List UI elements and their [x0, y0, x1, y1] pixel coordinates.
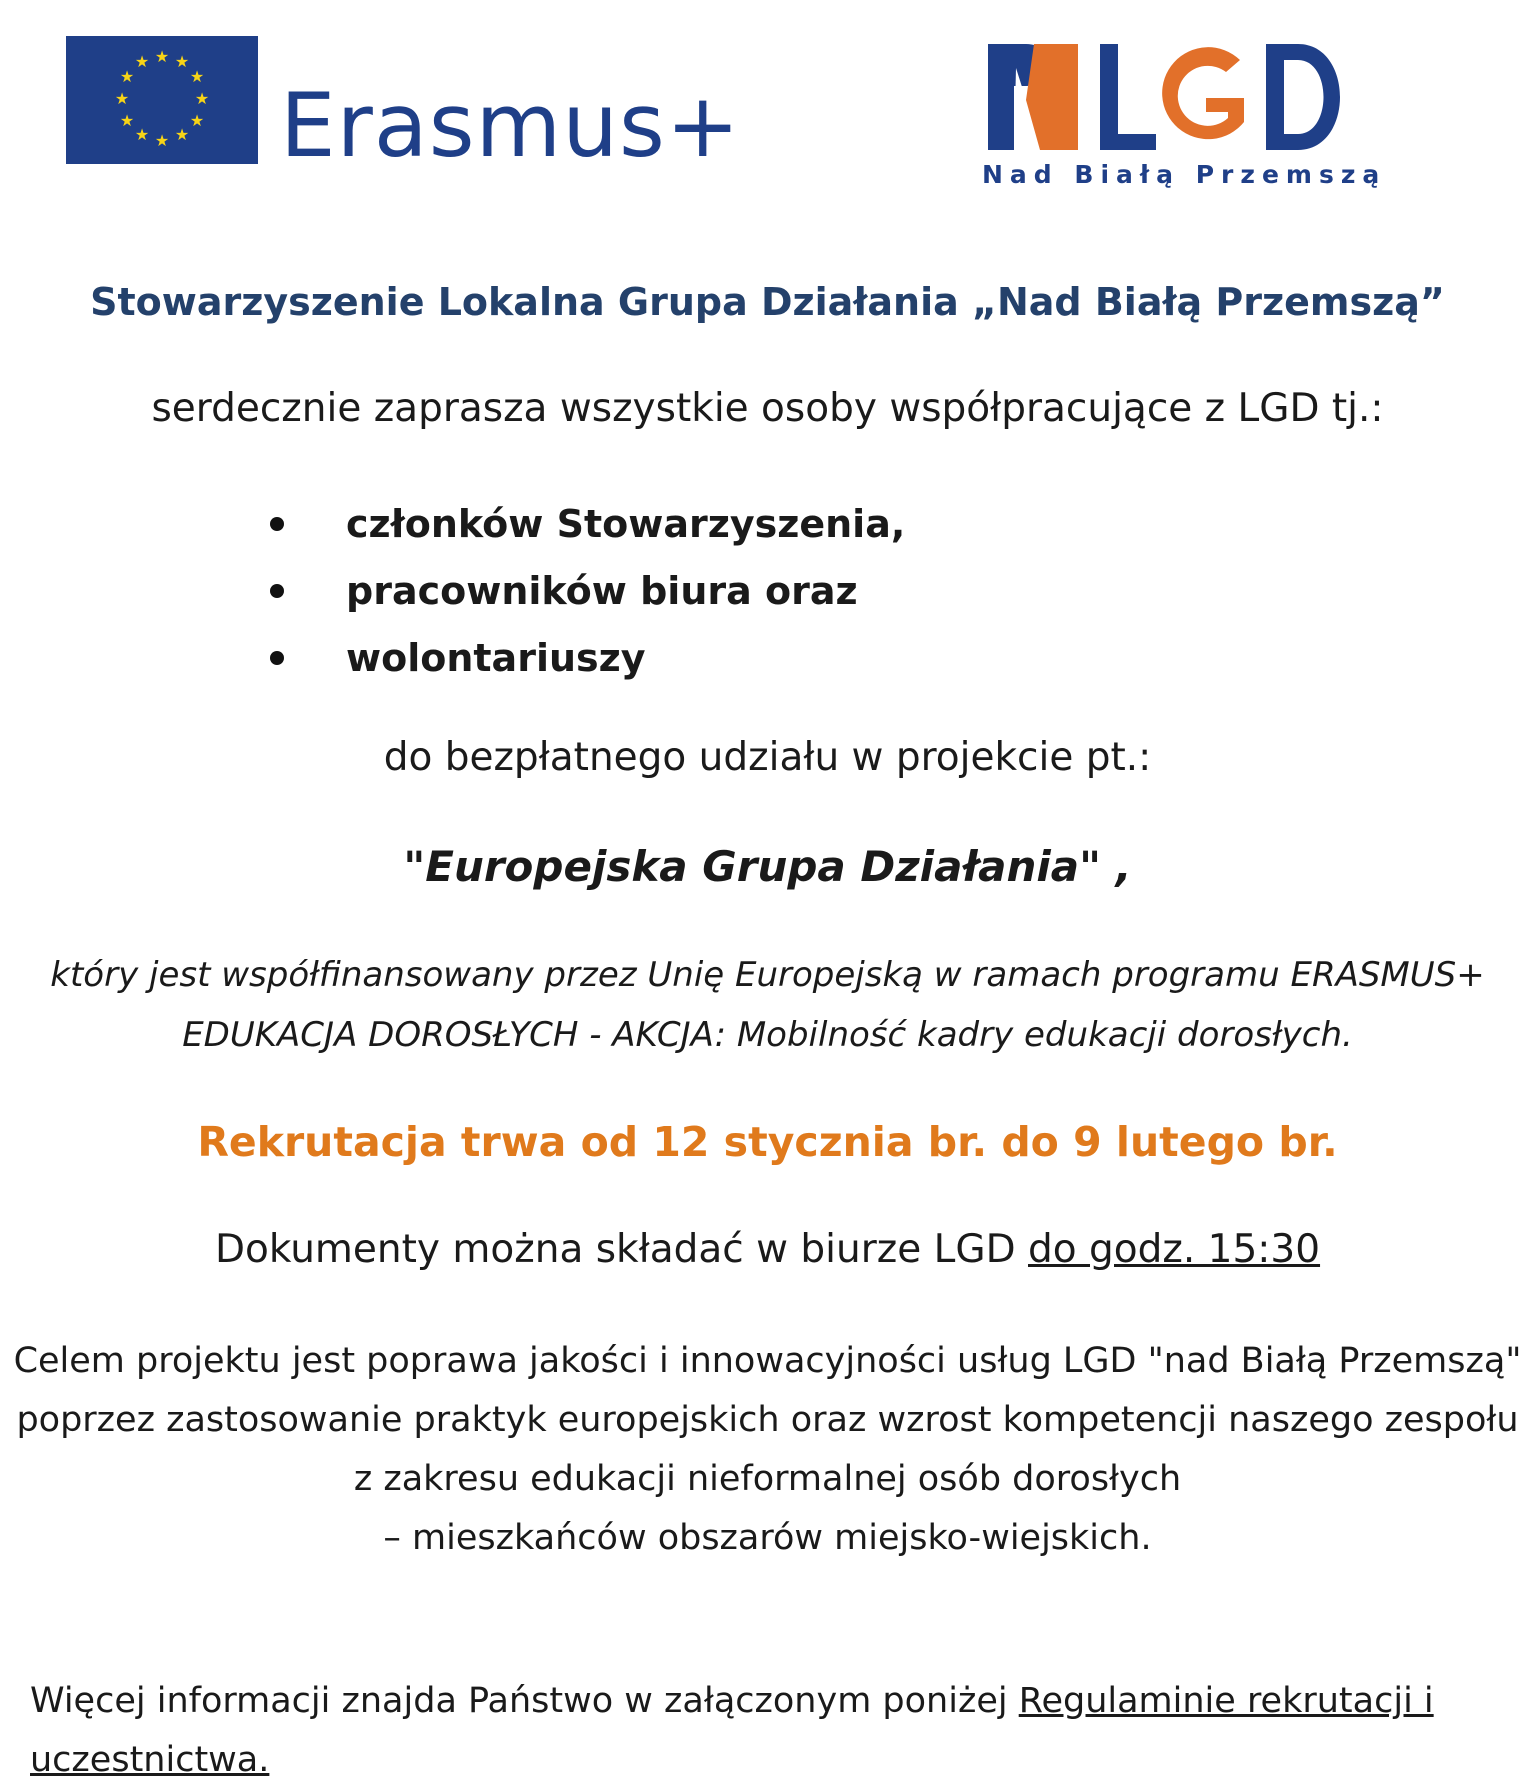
svg-text:★: ★: [134, 52, 150, 71]
regulations-link[interactable]: Regulaminie rekrutacji i uczestnictwa.: [30, 1681, 1434, 1780]
financing-line-1: który jest współfinansowany przez Unię Europejską w ramach programu ERASMUS+: [50, 955, 1485, 995]
bullet-icon: [270, 517, 284, 531]
list-item-label: pracowników biura oraz: [346, 568, 858, 613]
list-item: [270, 490, 905, 557]
list-item: [270, 624, 905, 691]
bullet-icon: [270, 651, 284, 665]
project-goal: [0, 1332, 1535, 1568]
svg-text:★: ★: [134, 125, 150, 144]
documents-deadline: do godz. 15:30: [1028, 1227, 1321, 1272]
svg-text:★: ★: [174, 52, 190, 71]
goal-line-1: Celem projektu jest poprawa jakości i innowacyjności usług LGD "nad Białą Przemszą": [13, 1341, 1522, 1381]
goal-line-4: – mieszkańców obszarów miejsko-wiejskich.: [383, 1518, 1152, 1558]
lgd-logo: [982, 40, 1382, 158]
erasmus-logo-text: Erasmus+: [280, 74, 741, 177]
financing-line-2: EDUKACJA DOROSŁYCH - AKCJA: Mobilność kadry edukacji dorosłych.: [182, 1015, 1353, 1055]
svg-text:★: ★: [189, 111, 205, 130]
list-item: [270, 557, 905, 624]
goal-line-2: poprzez zastosowanie praktyk europejskich oraz wzrost kompetencji naszego zespołu: [16, 1400, 1519, 1440]
bullet-icon: [270, 584, 284, 598]
organization-title: Stowarzyszenie Lokalna Grupa Działania „Nad Białą Przemszą”: [90, 280, 1445, 324]
recruitment-period: Rekrutacja trwa od 12 stycznia br. do 9 lutego br.: [197, 1118, 1338, 1166]
eu-flag-logo: [66, 36, 258, 164]
documents-text: Dokumenty można składać w biurze LGD: [214, 1227, 1028, 1272]
svg-text:★: ★: [154, 47, 170, 66]
more-info: [30, 1672, 1500, 1790]
list-item-label: wolontariuszy: [346, 635, 646, 680]
svg-text:★: ★: [119, 111, 135, 130]
documents-info: [0, 1227, 1535, 1272]
invite-text: serdecznie zaprasza wszystkie osoby współpracujące z LGD tj.:: [151, 386, 1384, 431]
list-item-label: członków Stowarzyszenia,: [346, 501, 906, 546]
svg-text:★: ★: [114, 89, 130, 108]
goal-line-3: z zakresu edukacji nieformalnej osób dorosłych: [353, 1459, 1182, 1499]
more-info-text: Więcej informacji znajda Państwo w załączonym poniżej: [30, 1681, 1019, 1721]
svg-text:★: ★: [189, 67, 205, 86]
svg-text:★: ★: [194, 89, 210, 108]
lgd-logo-subtitle: Nad Białą Przemszą: [982, 160, 1387, 189]
participation-text: do bezpłatnego udziału w projekcie pt.:: [383, 735, 1152, 780]
svg-text:★: ★: [154, 131, 170, 150]
project-title: "Europejska Grupa Działania" ,: [403, 842, 1132, 891]
svg-text:★: ★: [174, 125, 190, 144]
audience-list: [270, 490, 905, 691]
svg-text:★: ★: [119, 67, 135, 86]
